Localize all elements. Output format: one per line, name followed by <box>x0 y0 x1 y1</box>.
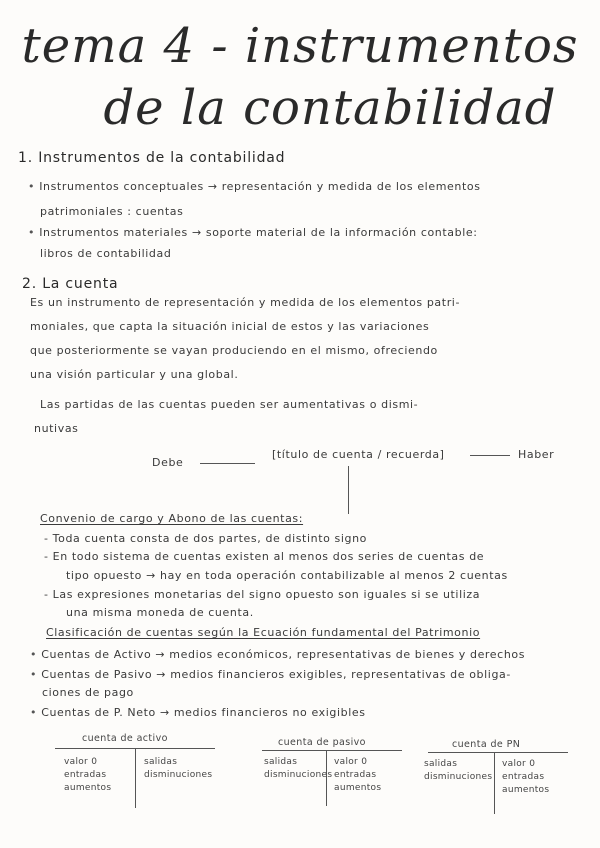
haber-label: Haber <box>518 448 555 461</box>
t-account-right <box>502 758 549 797</box>
t-account-title: cuenta de PN <box>452 739 521 750</box>
t-account-top-line <box>428 752 568 753</box>
clasificacion-item: ciones de pago <box>42 686 134 699</box>
section2-paragraph-line: nutivas <box>34 422 79 435</box>
t-cell: aumentos <box>334 783 382 793</box>
t-cell: salidas <box>264 757 298 767</box>
t-account-left <box>64 756 111 795</box>
t-account-divider <box>494 752 495 814</box>
convenio-heading: Convenio de cargo y Abono de las cuentas: <box>40 512 304 525</box>
t-cell: entradas <box>502 772 545 782</box>
clasificacion-item: • Cuentas de Pasivo → medios financieros exigibles, representativas de obliga- <box>30 668 511 681</box>
t-cell: salidas <box>144 757 178 767</box>
section1-item: • Instrumentos conceptuales → representación y medida de los elementos <box>28 180 481 193</box>
t-cell: disminuciones <box>264 770 333 780</box>
t-cell: entradas <box>64 770 107 780</box>
section2-paragraph-line: Las partidas de las cuentas pueden ser aumentativas o dismi- <box>40 398 419 411</box>
clasificacion-item: • Cuentas de Activo → medios económicos, representativas de bienes y derechos <box>30 648 525 661</box>
convenio-item: - En todo sistema de cuentas existen al menos dos series de cuentas de <box>44 550 485 563</box>
diagram-right-line <box>470 455 510 456</box>
section2-paragraph-line: Es un instrumento de representación y medida de los elementos patri- <box>30 296 461 309</box>
title-line-1: tema 4 - instrumentos <box>21 18 579 74</box>
title-line-2: de la contabilidad <box>103 80 557 136</box>
t-account-right <box>334 756 381 795</box>
t-account-left <box>264 756 332 782</box>
t-cell: aumentos <box>502 785 550 795</box>
section2-heading: 2. La cuenta <box>22 276 119 292</box>
clasificacion-heading: Clasificación de cuentas según la Ecuación fundamental del Patrimonio <box>46 626 481 639</box>
t-account-title: cuenta de pasivo <box>278 737 366 748</box>
t-cell: valor 0 <box>502 759 536 769</box>
diagram-left-line <box>200 463 255 464</box>
clasificacion-item: • Cuentas de P. Neto → medios financieros no exigibles <box>30 706 366 719</box>
account-title-label: [título de cuenta / recuerda] <box>272 448 445 461</box>
diagram-vertical-line <box>348 466 349 514</box>
t-account-top-line <box>262 750 402 751</box>
section1-item: libros de contabilidad <box>40 247 172 260</box>
t-cell: entradas <box>334 770 377 780</box>
t-cell: aumentos <box>64 783 112 793</box>
convenio-item: tipo opuesto → hay en toda operación contabilizable al menos 2 cuentas <box>66 569 508 582</box>
section2-paragraph-line: moniales, que capta la situación inicial de estos y las variaciones <box>30 320 430 333</box>
convenio-item: una misma moneda de cuenta. <box>66 606 254 619</box>
t-cell: valor 0 <box>334 757 368 767</box>
t-cell: disminuciones <box>144 770 213 780</box>
section1-item: • Instrumentos materiales → soporte material de la información contable: <box>28 226 478 239</box>
section1-item: patrimoniales : cuentas <box>40 205 184 218</box>
t-account-right <box>144 756 212 782</box>
section2-paragraph-line: que posteriormente se vayan produciendo en el mismo, ofreciendo <box>30 344 438 357</box>
t-cell: salidas <box>424 759 458 769</box>
t-account-left <box>424 758 492 784</box>
t-account-divider <box>135 748 136 808</box>
t-cell: valor 0 <box>64 757 98 767</box>
t-account-title: cuenta de activo <box>82 733 168 744</box>
convenio-item: - Toda cuenta consta de dos partes, de distinto signo <box>44 532 368 545</box>
debe-label: Debe <box>152 456 184 469</box>
convenio-item: - Las expresiones monetarias del signo opuesto son iguales si se utiliza <box>44 588 481 601</box>
section1-heading: 1. Instrumentos de la contabilidad <box>18 150 286 166</box>
section2-paragraph-line: una visión particular y una global. <box>30 368 239 381</box>
t-cell: disminuciones <box>424 772 493 782</box>
